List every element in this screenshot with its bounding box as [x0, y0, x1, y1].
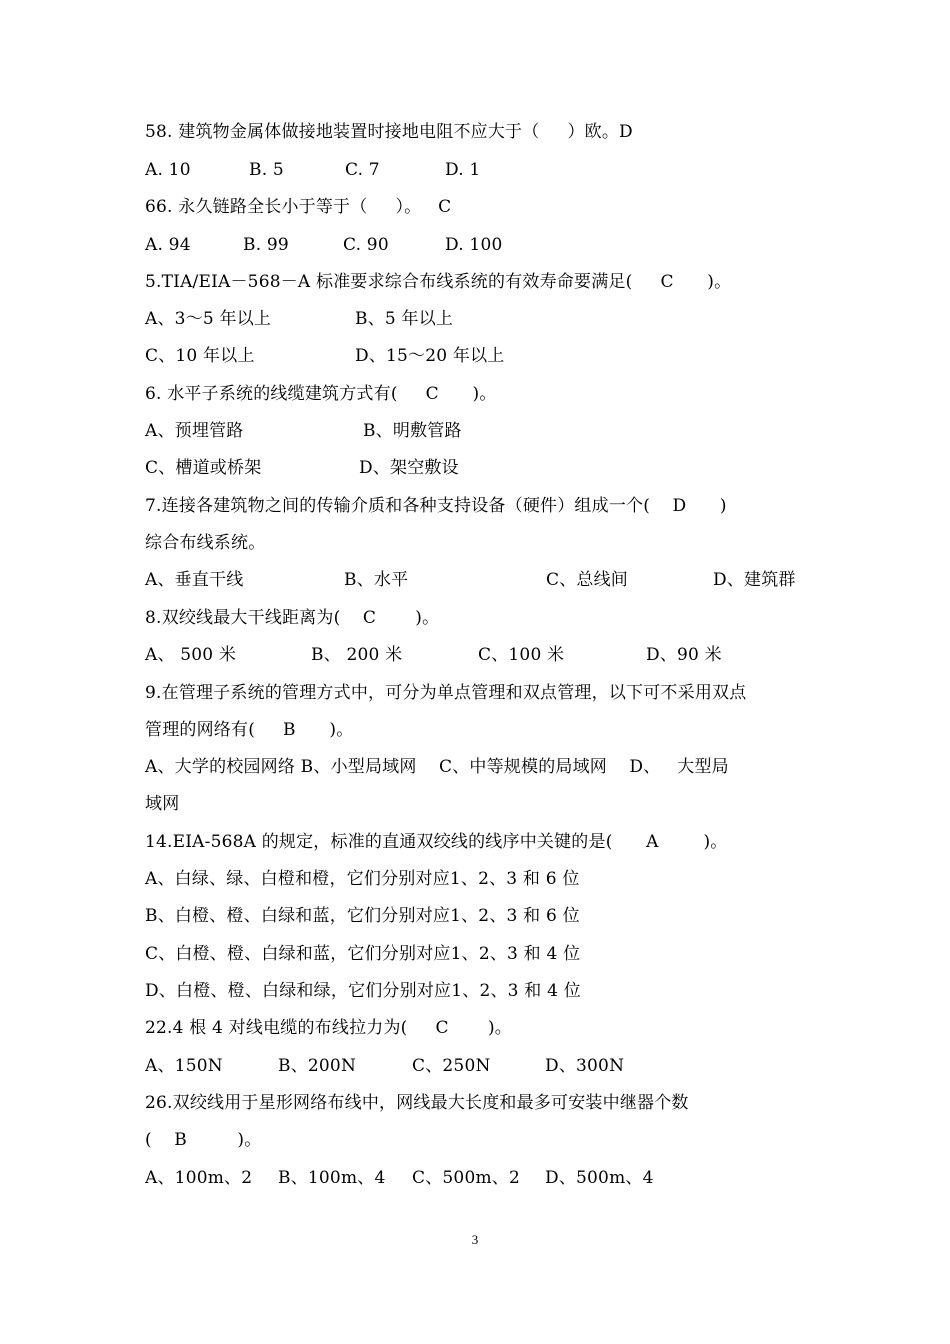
option-c: C、槽道或桥架	[145, 458, 262, 478]
option-d: D、架空敷设	[359, 458, 459, 478]
question-22-options	[145, 1051, 845, 1081]
option-c: C、500m、2	[412, 1168, 520, 1188]
question-66-options	[145, 230, 845, 260]
question-6-options-row1	[145, 416, 845, 446]
option-d: D. 1	[445, 160, 481, 180]
question-14-option-b: B、白橙、橙、白绿和蓝，它们分别对应1、2、3 和 6 位	[145, 906, 580, 926]
option-a: A、预埋管路	[145, 421, 244, 441]
option-c: C. 7	[345, 160, 380, 180]
question-22: 22.4 根 4 对线电缆的布线拉力为( C )。	[145, 1018, 512, 1038]
question-9-line2: 管理的网络有( B )。	[145, 720, 354, 740]
question-26-options	[145, 1163, 845, 1193]
option-a: A、150N	[145, 1056, 223, 1076]
question-9-options-line2: 域网	[145, 794, 180, 814]
question-14-option-c: C、白橙、橙、白绿和蓝，它们分别对应1、2、3 和 4 位	[145, 944, 581, 964]
question-7-line2: 综合布线系统。	[145, 533, 266, 553]
question-66: 66. 永久链路全长小于等于（ ）。 C	[145, 197, 452, 217]
option-c: C、100 米	[478, 645, 565, 665]
option-d: D. 100	[445, 235, 503, 255]
option-a: A. 94	[145, 235, 191, 255]
option-c: C. 90	[343, 235, 389, 255]
question-7-line1: 7.连接各建筑物之间的传输介质和各种支持设备（硬件）组成一个( D )	[145, 496, 727, 516]
option-d: D、15～20 年以上	[355, 346, 505, 366]
question-6-options-row2	[145, 453, 845, 483]
option-b: B、200N	[278, 1056, 357, 1076]
question-6: 6. 水平子系统的线缆建筑方式有( C )。	[145, 384, 497, 404]
page-number: 3	[471, 1232, 479, 1247]
option-c: C、总线间	[546, 570, 629, 590]
option-a: A、100m、2	[145, 1168, 253, 1188]
question-5-options-row2	[145, 341, 845, 371]
option-c: C、10 年以上	[145, 346, 255, 366]
question-5: 5.TIA/EIA－568－A 标准要求综合布线系统的有效寿命要满足( C )。	[145, 272, 732, 292]
option-b: B、5 年以上	[355, 309, 454, 329]
option-d: D、建筑群	[713, 570, 796, 590]
question-26-line1: 26.双绞线用于星形网络布线中，网线最大长度和最多可安装中继器个数	[145, 1093, 689, 1113]
option-b: B、水平	[344, 570, 409, 590]
option-a: A. 10	[145, 160, 191, 180]
option-d: D、300N	[545, 1056, 625, 1076]
question-7-options	[145, 565, 845, 595]
question-9-line1: 9.在管理子系统的管理方式中，可分为单点管理和双点管理，以下可不采用双点	[145, 683, 747, 703]
option-b: B. 99	[243, 235, 289, 255]
question-14-option-a: A、白绿、绿、白橙和橙，它们分别对应1、2、3 和 6 位	[145, 869, 580, 889]
question-14-option-d: D、白橙、橙、白绿和绿，它们分别对应1、2、3 和 4 位	[145, 981, 581, 1001]
question-9-options-line1: A、大学的校园网络 B、小型局域网 C、中等规模的局域网 D、 大型局	[145, 757, 729, 777]
question-58: 58. 建筑物金属体做接地装置时接地电阻不应大于（ ）欧。D	[145, 122, 633, 142]
option-a: A、 500 米	[145, 645, 237, 665]
question-14: 14.EIA-568A 的规定，标准的直通双绞线的线序中关键的是( A )。	[145, 832, 728, 852]
question-8-options	[145, 640, 845, 670]
question-5-options-row1	[145, 304, 845, 334]
option-a: A、3～5 年以上	[145, 309, 272, 329]
option-d: D、90 米	[646, 645, 722, 665]
option-b: B、明敷管路	[363, 421, 462, 441]
option-b: B. 5	[249, 160, 284, 180]
question-58-options	[145, 155, 845, 185]
option-d: D、500m、4	[545, 1168, 654, 1188]
question-8: 8.双绞线最大干线距离为( C )。	[145, 608, 440, 628]
option-b: B、100m、4	[278, 1168, 386, 1188]
option-c: C、250N	[412, 1056, 491, 1076]
option-a: A、垂直干线	[145, 570, 244, 590]
question-26-line2: ( B )。	[145, 1130, 262, 1150]
option-b: B、 200 米	[311, 645, 403, 665]
